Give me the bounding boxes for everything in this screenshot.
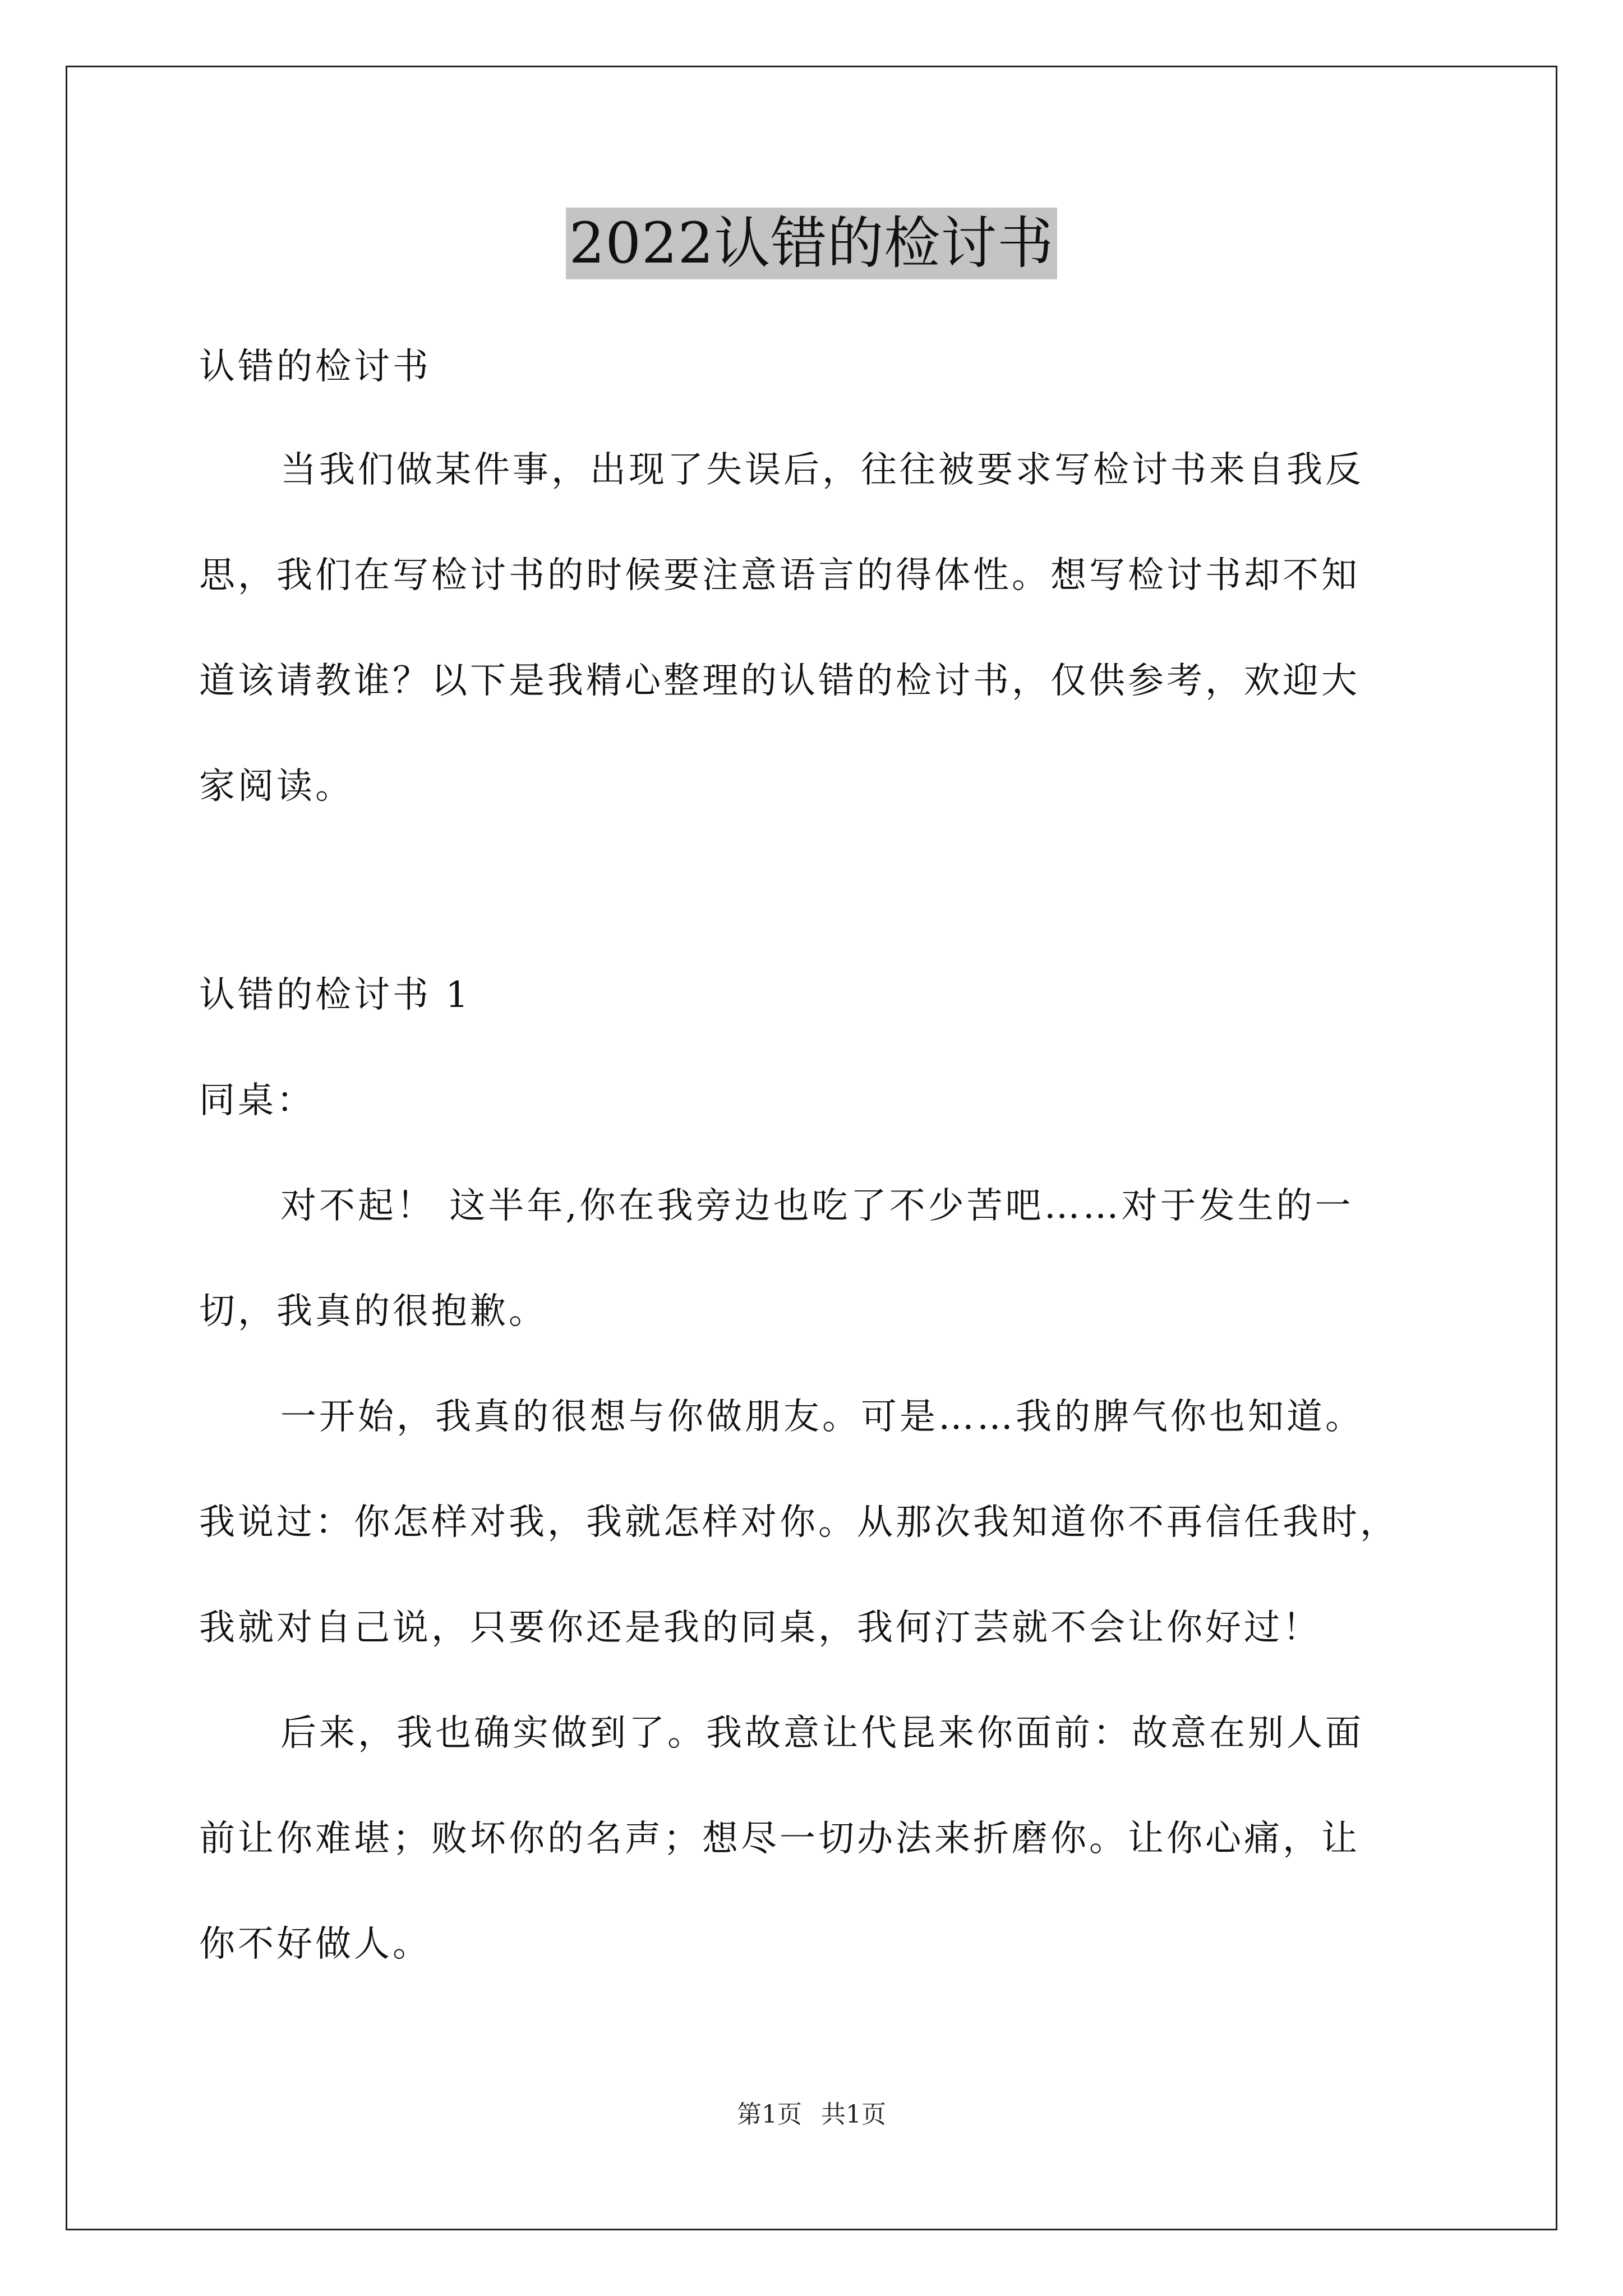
document-title: 2022认错的检讨书 (566, 208, 1058, 279)
document-subtitle: 认错的检讨书 (199, 346, 431, 388)
paragraph-3-line-2: 前让你难堪；败坏你的名声；想尽一切办法来折磨你。让你心痛，让 (199, 1818, 1360, 1860)
paragraph-1-line-2: 切，我真的很抱歉。 (199, 1291, 547, 1332)
paragraph-1-line-1: 对不起！ 这半年,你在我旁边也吃了不少苦吧……对于发生的一 (280, 1185, 1354, 1227)
paragraph-3-line-3: 你不好做人。 (199, 1924, 431, 1965)
intro-line-1: 当我们做某件事，出现了失误后，往往被要求写检讨书来自我反 (280, 449, 1364, 491)
intro-line-2: 思，我们在写检讨书的时候要注意语言的得体性。想写检讨书却不知 (199, 555, 1360, 596)
title-container (0, 208, 1623, 279)
page-footer: 第1页 共1页 (737, 2100, 886, 2129)
paragraph-3-line-1: 后来，我也确实做到了。我故意让代昆来你面前：故意在别人面 (280, 1713, 1364, 1754)
paragraph-2-line-1: 一开始，我真的很想与你做朋友。可是……我的脾气你也知道。 (280, 1396, 1364, 1438)
intro-line-3: 道该请教谁？以下是我精心整理的认错的检讨书，仅供参考，欢迎大 (199, 660, 1360, 702)
paragraph-2-line-2: 我说过：你怎样对我，我就怎样对你。从那次我知道你不再信任我时， (199, 1502, 1399, 1543)
paragraph-2-line-3: 我就对自己说，只要你还是我的同桌，我何汀芸就不会让你好过！ (199, 1607, 1321, 1649)
section-heading: 认错的检讨书 1 (199, 974, 472, 1016)
intro-line-4: 家阅读。 (199, 766, 354, 807)
salutation: 同桌： (199, 1080, 315, 1121)
